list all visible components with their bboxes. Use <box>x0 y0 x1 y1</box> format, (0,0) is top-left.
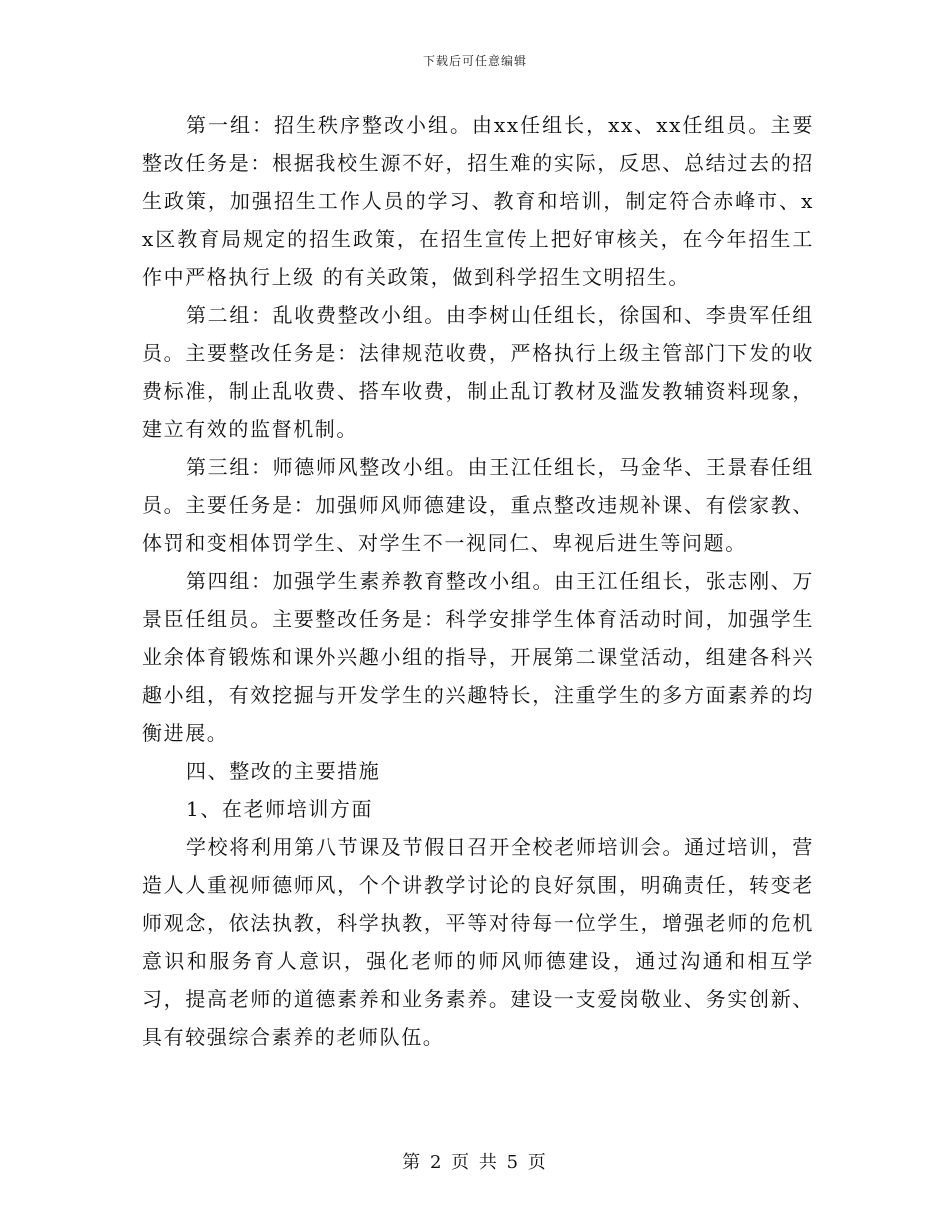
header-note: 下载后可任意编辑 <box>422 54 527 68</box>
paragraph-group-four: 第四组：加强学生素养教育整改小组。由王江任组长，张志刚、万景臣任组员。主要整改任务是：科学安排学生体育活动时间，加强学生业余体育锻炼和课外兴趣小组的指导，开展第二课堂活动，组建各科兴趣小组，有效挖掘与开发学生的兴趣特长，注重学生的多方面素养的均衡进展。 <box>142 569 814 745</box>
paragraph-group-two: 第二组：乱收费整改小组。由李树山任组长，徐国和、李贵军任组员。主要整改任务是：法律规范收费，严格执行上级主管部门下发的收费标准，制止乱收费、搭车收费，制止乱订教材及滥发教辅资料现象，建立有效的监督机制。 <box>142 303 814 441</box>
paragraph-teacher-training: 学校将利用第八节课及节假日召开全校老师培训会。通过培训，营造人人重视师德师风，个个讲教学讨论的良好氛围，明确责任，转变老师观念，依法执教，科学执教，平等对待每一位学生，增强老师的危机意识和服务育人意识，强化老师的师风师德建设，通过沟通和相互学习，提高老师的道德素养和业务素养。建设一支爱岗敬业、务实创新、具有较强综合素养的老师队伍。 <box>142 835 814 1049</box>
paragraph-group-three: 第三组：师德师风整改小组。由王江任组长，马金华、王景春任组员。主要任务是：加强师风师德建设，重点整改违规补课、有偿家教、体罚和变相体罚学生、对学生不一视同仁、卑视后进生等问题。 <box>142 455 814 555</box>
document-body <box>142 106 814 1056</box>
section-heading-measures: 四、整改的主要措施 <box>186 759 381 783</box>
paragraph-group-one: 第一组：招生秩序整改小组。由xx任组长，xx、xx任组员。主要整改任务是：根据我校生源不好，招生难的实际，反思、总结过去的招生政策，加强招生工作人员的学习、教育和培训，制定符合赤峰市、xx区教育局规定的招生政策，在招生宣传上把好审核关，在今年招生工作中严格执行上级 的有关政策，做到科学招生文明招生。 <box>142 113 814 289</box>
subsection-heading-teacher-training: 1、在老师培训方面 <box>186 797 374 821</box>
page-number-footer: 第 2 页 共 5 页 <box>402 1152 548 1173</box>
